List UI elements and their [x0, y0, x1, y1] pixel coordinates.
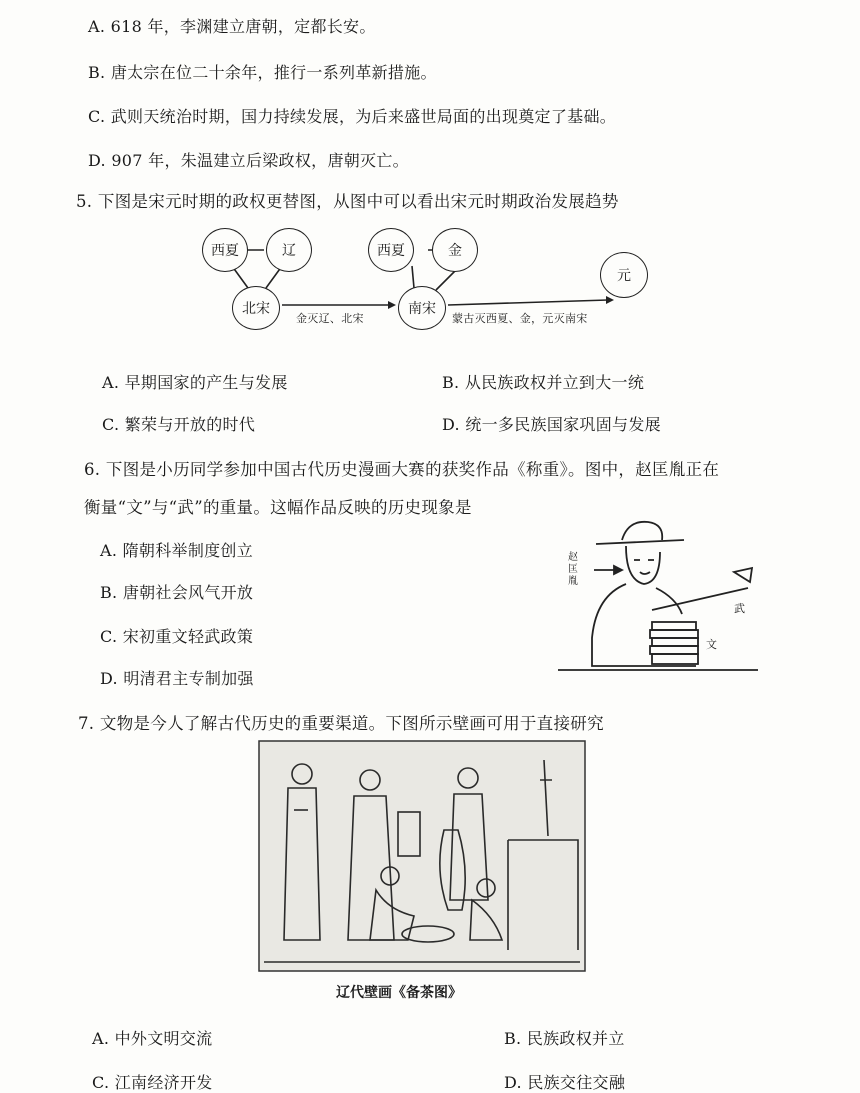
- node-jin: 金: [432, 228, 478, 272]
- node-nansong: 南宋: [398, 286, 446, 330]
- mural-illustration: [258, 740, 586, 972]
- node-beisong: 北宋: [232, 286, 280, 330]
- q7-stem: 7. 文物是今人了解古代历史的重要渠道。下图所示壁画可用于直接研究: [78, 714, 604, 733]
- q6-option-b: B. 唐朝社会风气开放: [100, 583, 254, 602]
- q4-option-a: A. 618 年，李渊建立唐朝，定都长安。: [88, 17, 376, 36]
- node-xixia-1: 西夏: [202, 228, 248, 272]
- node-xixia-2: 西夏: [368, 228, 414, 272]
- q6-stem-line2: 衡量“文”与“武”的重量。这幅作品反映的历史现象是: [84, 498, 472, 517]
- q6-option-a: A. 隋朝科举制度创立: [100, 541, 254, 560]
- cartoon-wen-label: 文: [706, 638, 718, 651]
- q4-option-b: B. 唐太宗在位二十余年，推行一系列革新措施。: [88, 63, 437, 82]
- q7-option-b: B. 民族政权并立: [504, 1029, 625, 1048]
- q4-option-d: D. 907 年，朱温建立后梁政权，唐朝灭亡。: [88, 151, 409, 170]
- cartoon-illustration: [556, 518, 760, 676]
- q7-option-c: C. 江南经济开发: [92, 1073, 213, 1092]
- arrow-label-1: 金灭辽、北宋: [296, 312, 364, 325]
- cartoon-wu-label: 武: [734, 602, 746, 615]
- q6-option-d: D. 明清君主专制加强: [100, 669, 254, 688]
- q6-stem-line1: 6. 下图是小历同学参加中国古代历史漫画大赛的获奖作品《称重》。图中，赵匡胤正在: [84, 460, 720, 479]
- node-yuan: 元: [600, 252, 648, 298]
- arrow-label-2: 蒙古灭西夏、金，元灭南宋: [452, 312, 588, 325]
- q5-stem: 5. 下图是宋元时期的政权更替图，从图中可以看出宋元时期政治发展趋势: [76, 192, 619, 211]
- q5-option-c: C. 繁荣与开放的时代: [102, 415, 256, 434]
- node-liao: 辽: [266, 228, 312, 272]
- q6-option-c: C. 宋初重文轻武政策: [100, 627, 254, 646]
- q4-option-c: C. 武则天统治时期，国力持续发展，为后来盛世局面的出现奠定了基础。: [88, 107, 617, 126]
- q5-option-b: B. 从民族政权并立到大一统: [442, 373, 645, 392]
- q7-option-d: D. 民族交往交融: [504, 1073, 626, 1092]
- q5-option-d: D. 统一多民族国家巩固与发展: [442, 415, 661, 434]
- q7-option-a: A. 中外文明交流: [92, 1029, 213, 1048]
- q5-option-a: A. 早期国家的产生与发展: [102, 373, 288, 392]
- mural-caption: 辽代壁画《备茶图》: [336, 985, 462, 1001]
- cartoon-name-label: 赵匡胤: [568, 552, 579, 587]
